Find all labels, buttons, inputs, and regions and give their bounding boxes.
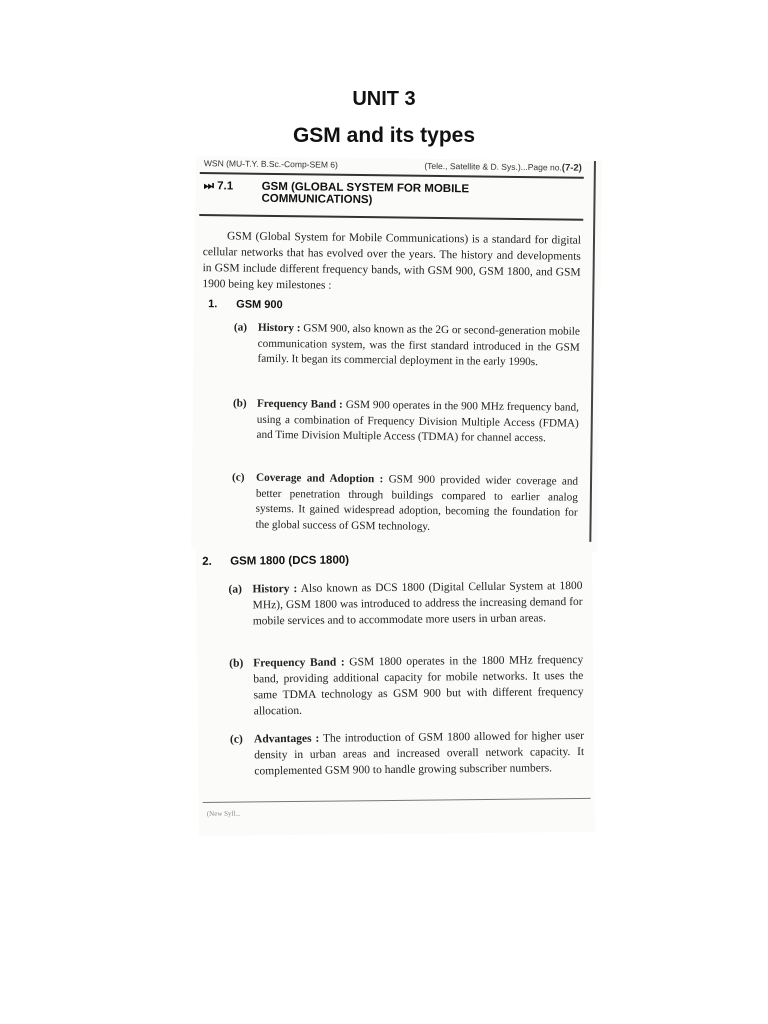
item-term: Frequency Band : xyxy=(256,397,343,411)
running-head xyxy=(204,158,582,173)
item-text: GSM 900 provided wider coverage and better penetration through buildings compared to earlier analog systems. It gained widespread adoption, becoming the foundation for the global success of GSM technology. xyxy=(255,473,579,533)
item-term: Coverage and Adoption : xyxy=(256,471,384,486)
footer-rule xyxy=(203,798,591,803)
section-rule xyxy=(199,214,583,221)
item-text: GSM 900 operates in the 900 MHz frequency band, using a combination of Frequency Division Multiple Access (FDMA) and Time Division Multiple Access (TDMA) for channel access. xyxy=(256,398,580,445)
list-item xyxy=(232,471,579,537)
page-edge-line xyxy=(589,161,596,553)
item-text: The introduction of GSM 1800 allowed for higher user density in urban areas and increased overall network capacity. It complemented GSM 900 to handle growing subscriber numbers. xyxy=(254,729,585,778)
scanned-page-excerpt-2 xyxy=(196,542,595,836)
item-label: (b) xyxy=(229,657,244,670)
item-term: Advantages : xyxy=(253,732,320,746)
item-text: GSM 1800 operates in the 1800 MHz frequency band, providing additional capacity for mobile networks. It uses the same TDMA technology as GSM 900 but with different frequency allocation. xyxy=(253,653,584,718)
unit-title: UNIT 3 xyxy=(352,88,416,110)
item-label: (c) xyxy=(229,733,243,746)
item-label: (b) xyxy=(232,397,247,410)
item-term: Frequency Band : xyxy=(253,656,345,670)
item-text: Also known as DCS 1800 (Digital Cellular System at 1800 MHz), GSM 1800 was introduced to address the increasing demand for mobile services and to accommodate more users in urban areas. xyxy=(252,579,583,628)
item-term: History : xyxy=(257,321,301,335)
running-head-right: (Tele., Satellite & D. Sys.)...Page no.(7-2) xyxy=(424,160,582,174)
page-subtitle: GSM and its types xyxy=(292,124,476,147)
section-number: ⏭ 7.1 xyxy=(203,180,234,193)
section-heading xyxy=(203,180,581,209)
item-label: (c) xyxy=(232,471,245,484)
item-text: GSM 900, also known as the 2G or second-generation mobile communication system, was the first standard introduced in the GSM family. It began its commercial deployment in the early 1990s. xyxy=(257,322,580,369)
scanned-page-excerpt-1 xyxy=(191,156,602,553)
subsection-heading-gsm900: 1. GSM 900 xyxy=(208,298,283,312)
item-label: (a) xyxy=(228,583,242,596)
section-title: GSM (GLOBAL SYSTEM FOR MOBILE COMMUNICATIONS) xyxy=(261,180,470,207)
list-item xyxy=(228,578,583,629)
page-number: (7-2) xyxy=(561,162,582,174)
footer-fragment: (New Syll... xyxy=(206,809,241,818)
item-label: (a) xyxy=(233,321,248,334)
list-item xyxy=(229,728,585,779)
list-item xyxy=(232,397,580,447)
item-term: History : xyxy=(252,582,298,596)
running-head-left: WSN (MU-T.Y. B.Sc.-Comp-SEM 6) xyxy=(203,158,338,170)
intro-paragraph: GSM (Global System for Mobile Communications) is a standard for digital cellular networks that has evolved over the years. The history and developments in GSM include different frequency bands, with GSM 900, GSM 1800, and GSM 1900 being key milestones : xyxy=(202,230,582,292)
list-item xyxy=(229,652,584,719)
list-item xyxy=(233,321,580,371)
subsection-heading-gsm1800: 2. GSM 1800 (DCS 1800) xyxy=(202,554,350,568)
